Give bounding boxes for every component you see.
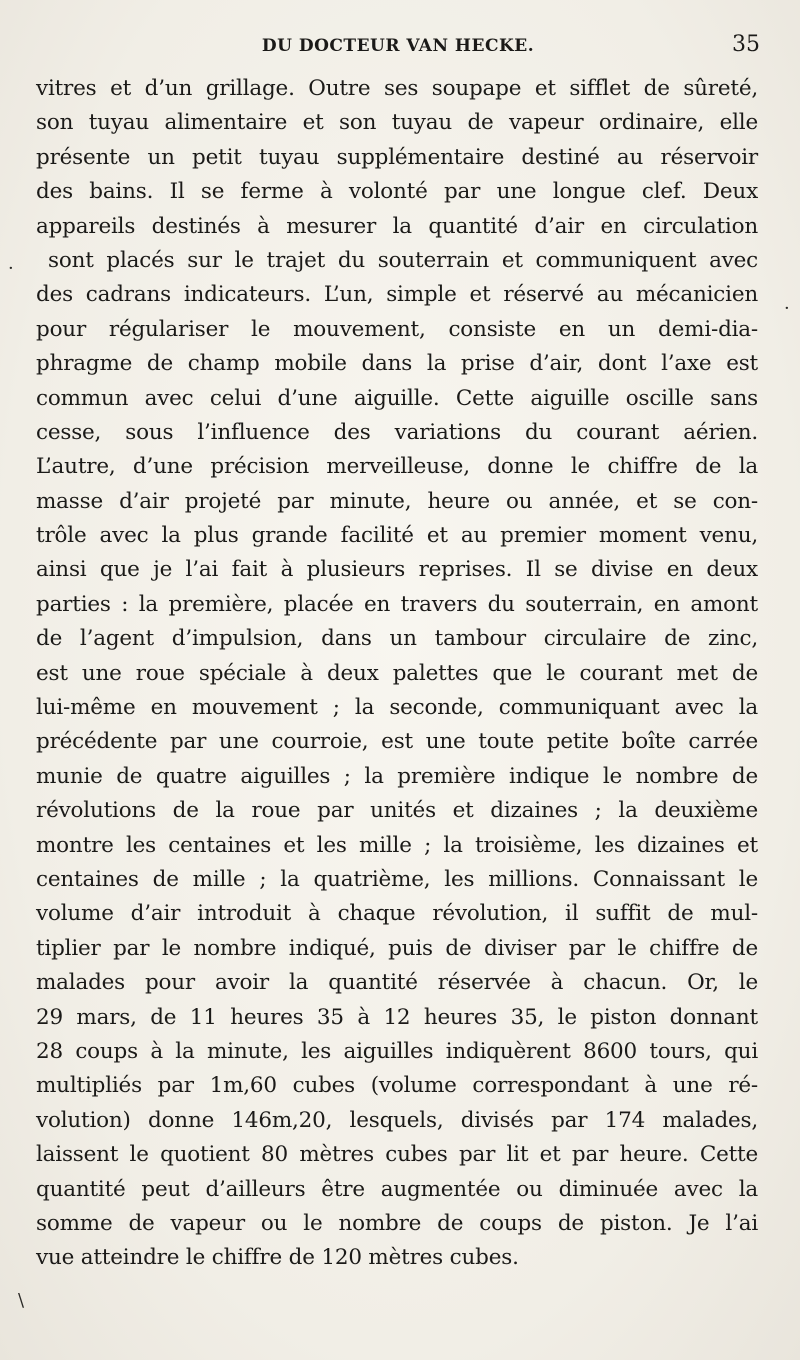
ink-speck: · — [784, 298, 790, 319]
body-text — [36, 72, 758, 1276]
page-number: 35 — [732, 32, 760, 57]
text-line: volution) donne 146m,20, lesquels, divisés par 174 malades, — [36, 1107, 758, 1133]
text-line: trôle avec la plus grande facilité et au premier moment venu, — [36, 523, 758, 549]
text-line: malades pour avoir la quantité réservée à chacun. Or, le — [36, 970, 758, 996]
text-line: 28 coups à la minute, les aiguilles indiquèrent 8600 tours, qui — [36, 1038, 758, 1064]
text-line: centaines de mille ; la quatrième, les millions. Connaissant le — [36, 866, 758, 892]
text-line: masse d’air projeté par minute, heure ou année, et se con- — [36, 488, 758, 514]
text-line: laissent le quotient 80 mètres cubes par lit et par heure. Cette — [36, 1142, 758, 1168]
text-line: vitres et d’un grillage. Outre ses soupape et sifflet de sûreté, — [36, 76, 758, 101]
text-line: sont placés sur le trajet du souterrain et communiquent avec — [48, 247, 758, 273]
text-line: volume d’air introduit à chaque révolution, il suffit de mul- — [36, 901, 758, 927]
text-line: parties : la première, placée en travers du souterrain, en amont — [36, 591, 758, 617]
text-line: appareils destinés à mesurer la quantité d’air en circulation — [36, 213, 758, 239]
ink-speck: · — [8, 258, 14, 279]
page-header — [36, 32, 760, 66]
text-line: de l’agent d’impulsion, dans un tambour circulaire de zinc, — [36, 626, 758, 652]
ink-speck: \ — [18, 1290, 25, 1311]
text-line: munie de quatre aiguilles ; la première indique le nombre de — [36, 763, 758, 789]
text-line: son tuyau alimentaire et son tuyau de vapeur ordinaire, elle — [36, 110, 758, 136]
text-line: montre les centaines et les mille ; la troisième, les dizaines et — [36, 832, 758, 858]
text-line: est une roue spéciale à deux palettes que le courant met de — [36, 660, 758, 686]
text-line: multipliés par 1m,60 cubes (volume correspondant à une ré- — [36, 1073, 758, 1099]
text-line: pour régulariser le mouvement, consiste en un demi-dia- — [36, 316, 758, 342]
text-line: des cadrans indicateurs. L’un, simple et réservé au mécanicien — [36, 282, 758, 308]
text-line: phragme de champ mobile dans la prise d’air, dont l’axe est — [36, 351, 758, 377]
text-line: tiplier par le nombre indiqué, puis de diviser par le chiffre de — [36, 935, 758, 961]
text-line: quantité peut d’ailleurs être augmentée ou diminuée avec la — [36, 1176, 758, 1202]
text-line: vue atteindre le chiffre de 120 mètres cubes. — [36, 1245, 519, 1271]
text-line: révolutions de la roue par unités et dizaines ; la deuxième — [36, 798, 758, 824]
text-line: précédente par une courroie, est une toute petite boîte carrée — [36, 729, 758, 755]
text-line: L’autre, d’une précision merveilleuse, donne le chiffre de la — [36, 454, 758, 480]
text-line: 29 mars, de 11 heures 35 à 12 heures 35, le piston donnant — [36, 1004, 758, 1030]
running-head: DU DOCTEUR VAN HECKE. — [261, 36, 535, 56]
text-line: cesse, sous l’influence des variations du courant aérien. — [36, 419, 758, 445]
text-line: somme de vapeur ou le nombre de coups de piston. Je l’ai — [36, 1210, 758, 1236]
text-line: commun avec celui d’une aiguille. Cette aiguille oscille sans — [36, 385, 758, 411]
text-line: lui-même en mouvement ; la seconde, communiquant avec la — [36, 695, 758, 721]
text-line: ainsi que je l’ai fait à plusieurs reprises. Il se divise en deux — [36, 557, 758, 583]
text-line: présente un petit tuyau supplémentaire destiné au réservoir — [36, 144, 758, 170]
text-line: des bains. Il se ferme à volonté par une longue clef. Deux — [36, 179, 758, 205]
